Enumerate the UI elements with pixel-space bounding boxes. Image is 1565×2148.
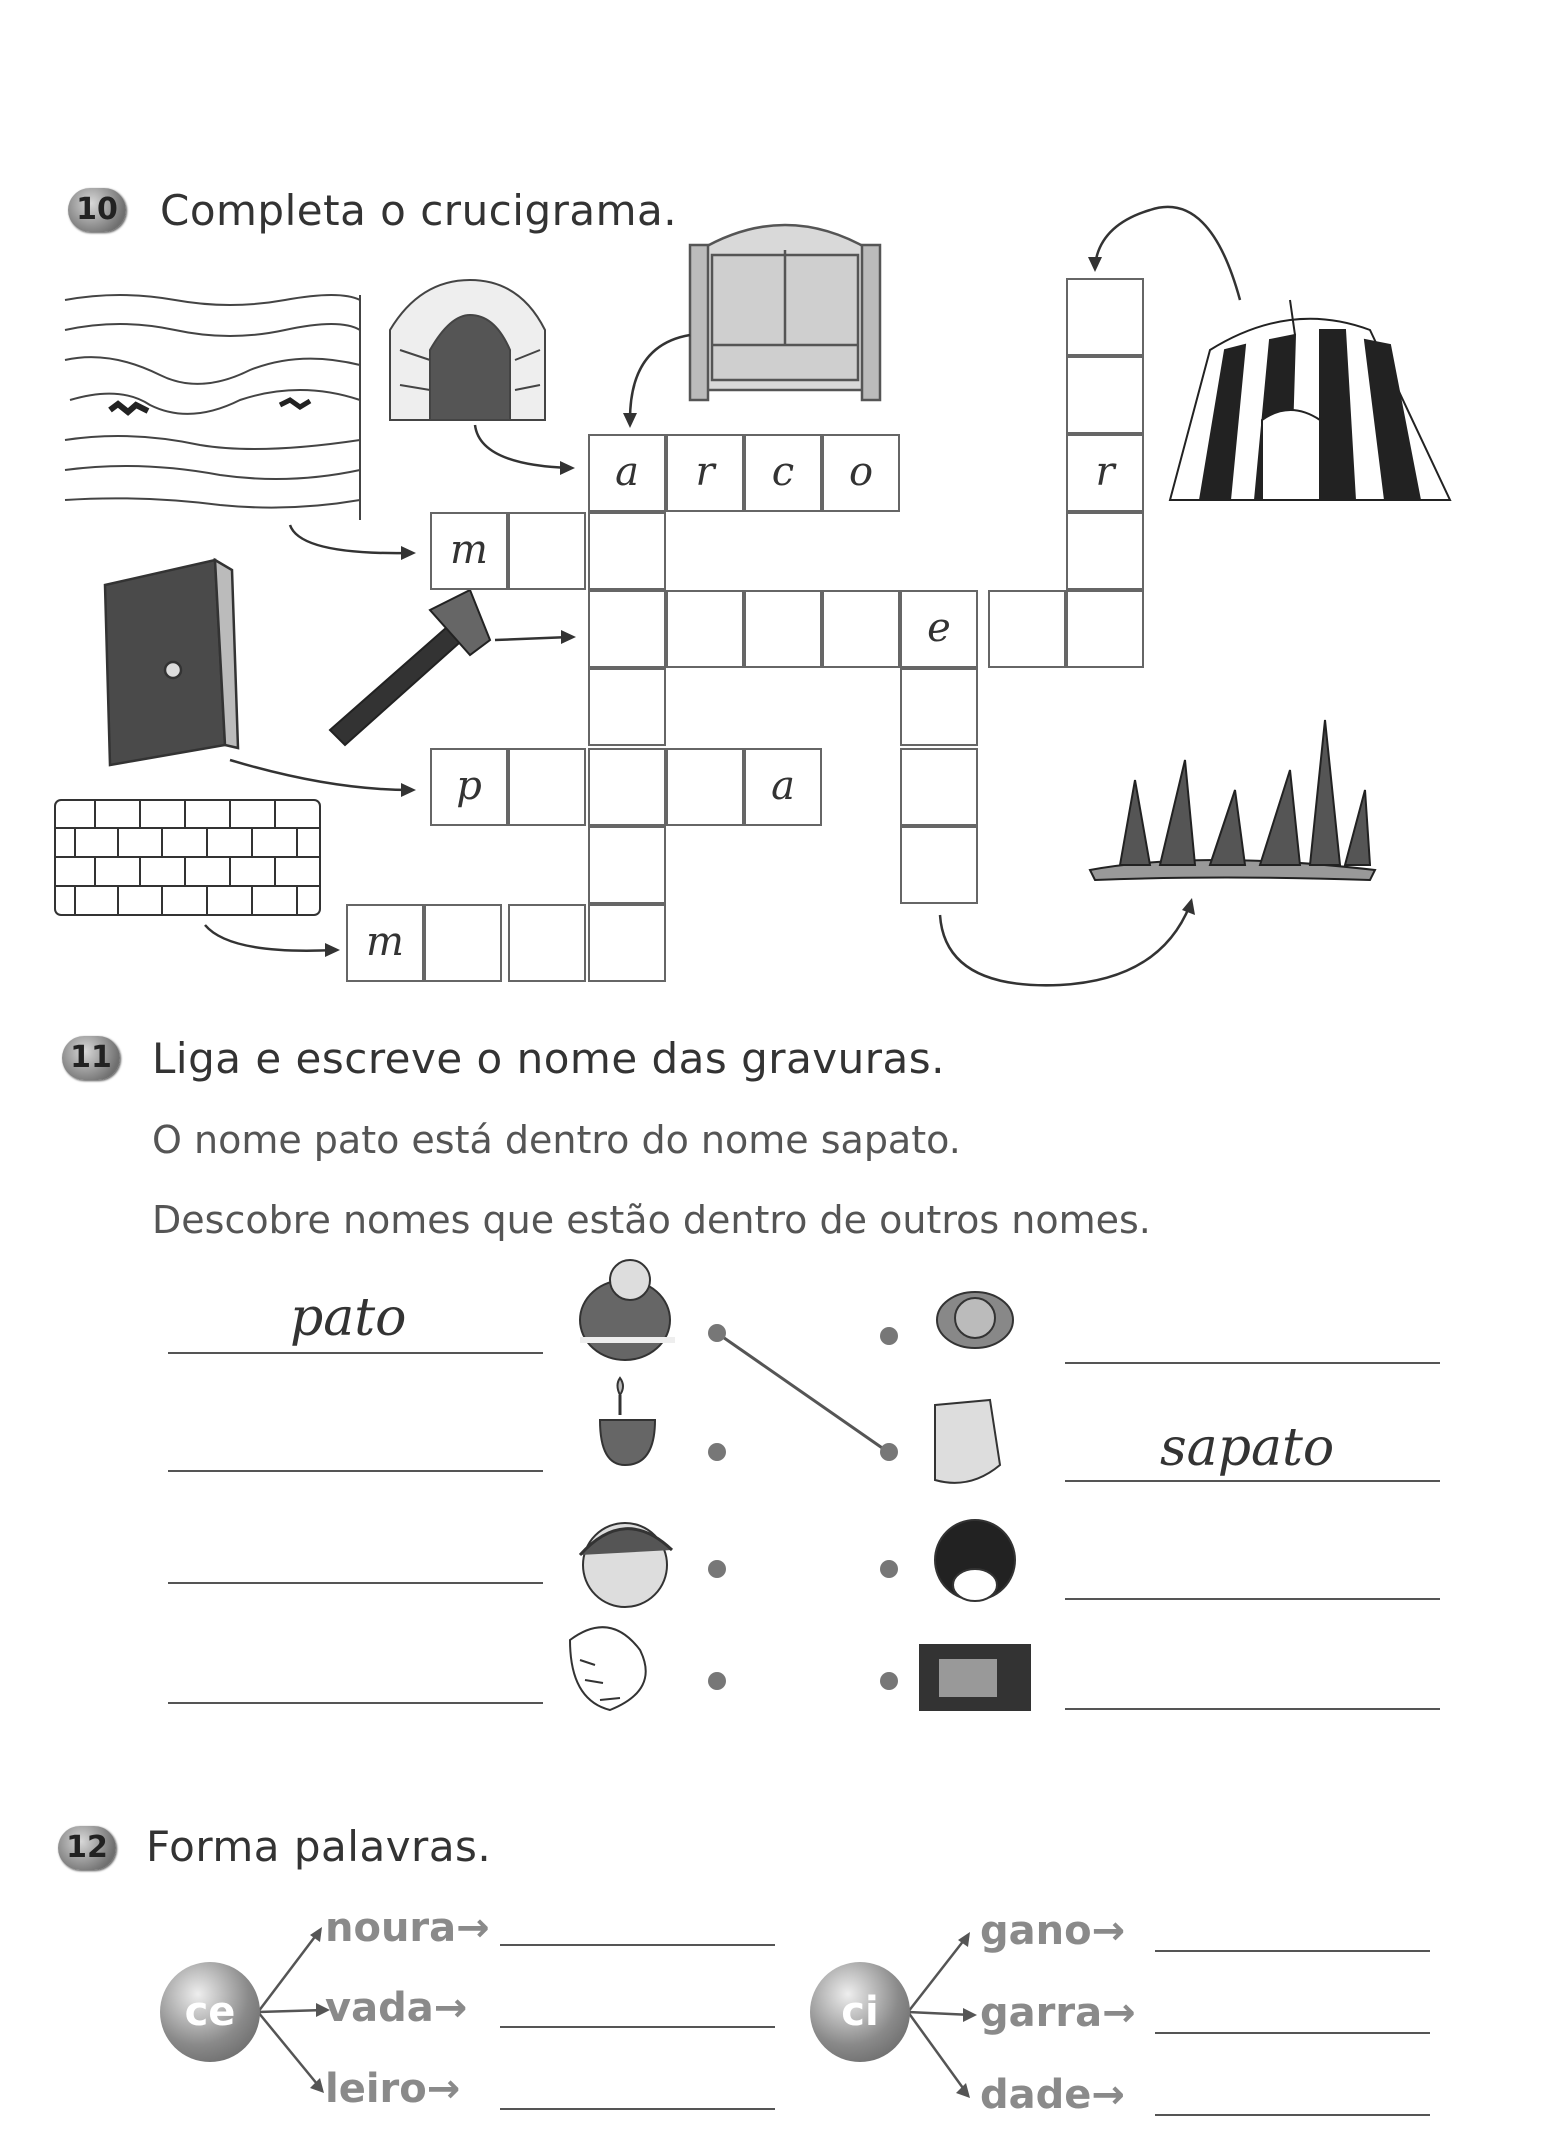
ending-garra: garra→ [980,1990,1136,2036]
crossword-cell[interactable]: e [900,590,978,668]
arrow-icon: → [1102,1990,1136,2036]
crossword-cell[interactable]: m [346,904,424,982]
instruction-line-1: O nome pato está dentro do nome sapato. [152,1118,961,1162]
ending-vada: vada→ [325,1985,468,2031]
arrow-icon: → [433,1985,468,2031]
crossword-cell[interactable]: r [666,434,744,512]
instruction-line-2: Descobre nomes que estão dentro de outros nomes. [152,1198,1151,1242]
arrow-icon: → [456,1905,490,1951]
crossword-cell[interactable]: c [744,434,822,512]
crossword-cell[interactable]: m [430,512,508,590]
ending-leiro: leiro→ [325,2066,461,2112]
exercise-10-title: Completa o crucigrama. [160,186,678,235]
crossword-cell[interactable]: p [430,748,508,826]
exercise-10-badge: 10 [68,188,126,232]
syllable-ce: ce [160,1962,260,2062]
word-line[interactable] [500,1944,775,1946]
crossword-cell[interactable]: r [1066,434,1144,512]
arrow-icon: → [1091,1908,1126,1954]
word-line[interactable] [1155,1950,1430,1952]
crossword-cell[interactable]: a [588,434,666,512]
arrow-icon: → [426,2066,461,2112]
crossword-cell[interactable]: o [822,434,900,512]
exercise-12-badge: 12 [58,1826,116,1870]
word-line[interactable] [1155,2114,1430,2116]
exercise-11-title: Liga e escreve o nome das gravuras. [152,1034,946,1083]
crossword-cell[interactable]: a [744,748,822,826]
syllable-ci: ci [810,1962,910,2062]
example-answer-left: pato [290,1288,407,1348]
ending-noura: noura→ [325,1905,490,1951]
word-line[interactable] [1155,2032,1430,2034]
example-answer-right: sapato [1160,1418,1335,1478]
arrow-icon: → [1091,2072,1125,2118]
ending-dade: dade→ [980,2072,1125,2118]
exercise-12-title: Forma palavras. [146,1822,492,1871]
ending-gano: gano→ [980,1908,1126,1954]
word-line[interactable] [500,2026,775,2028]
exercise-11-badge: 11 [62,1036,120,1080]
word-line[interactable] [500,2108,775,2110]
